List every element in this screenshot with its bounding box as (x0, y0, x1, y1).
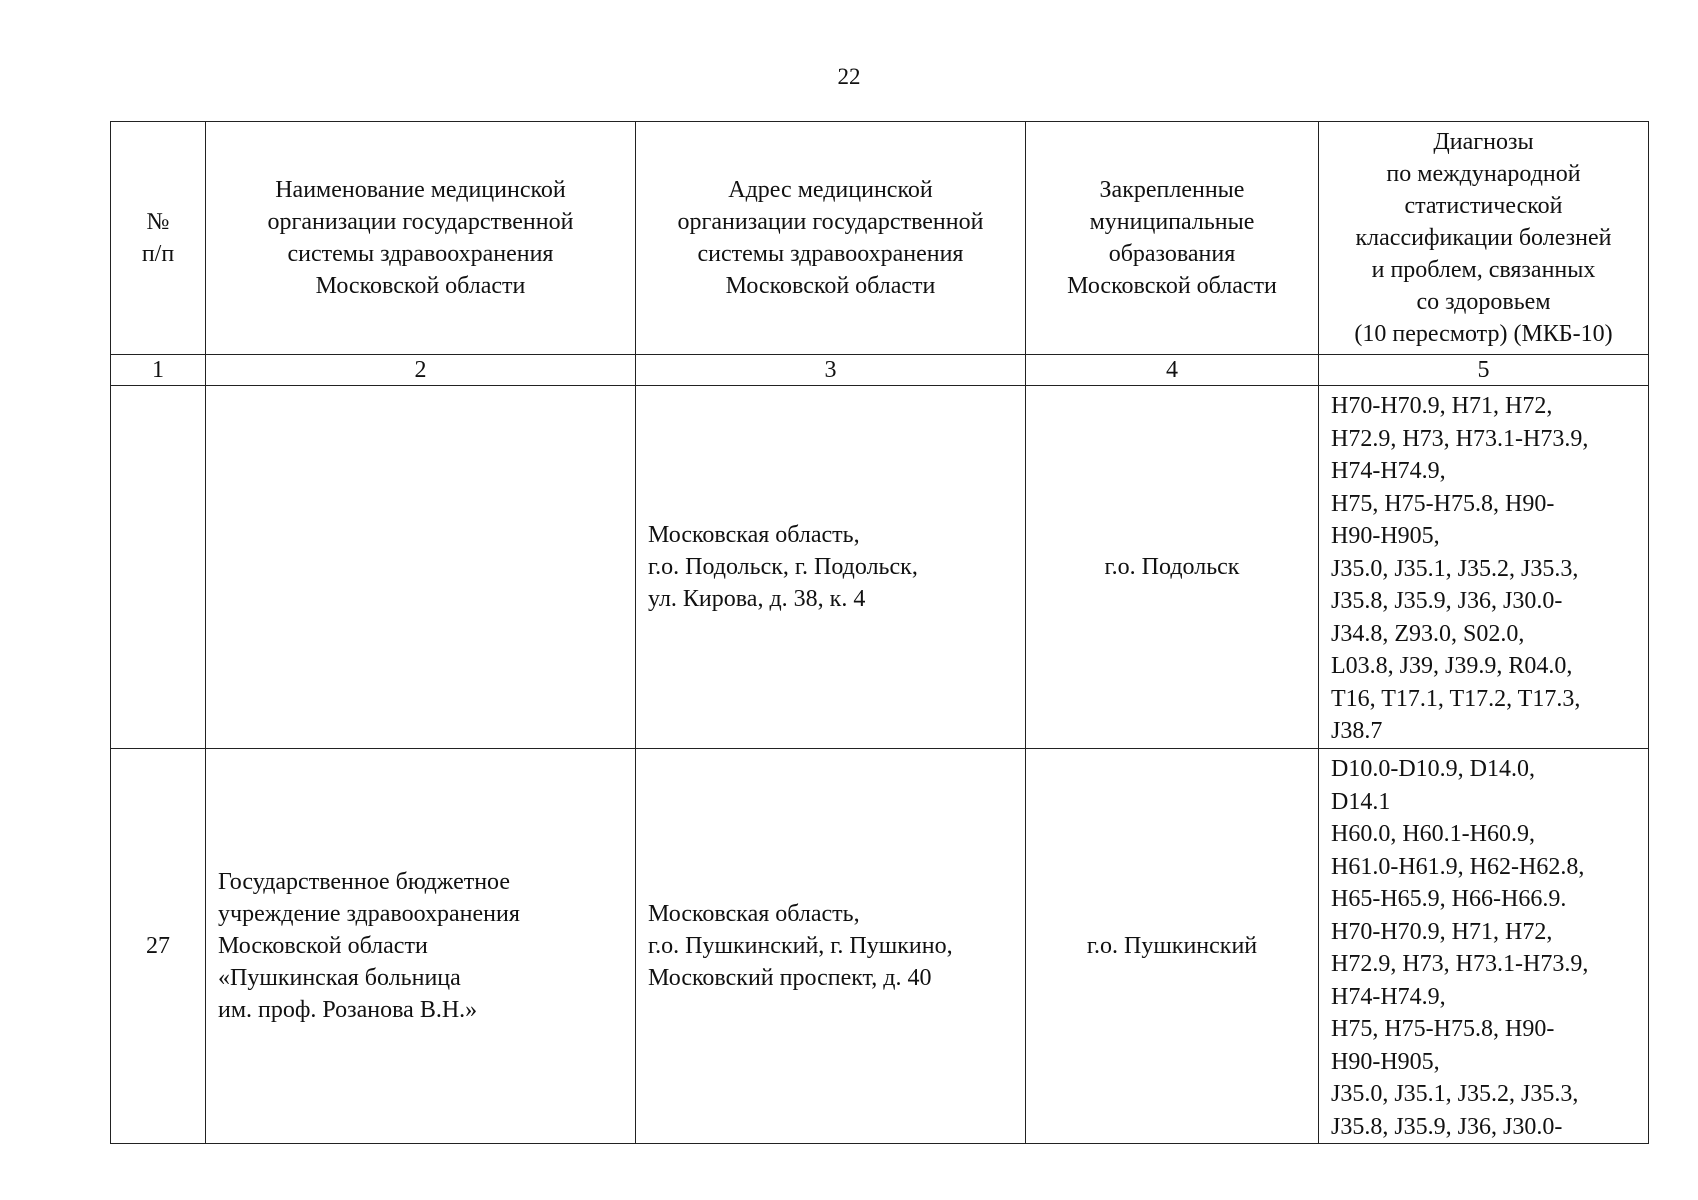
organization-address (636, 386, 1026, 749)
header-number-text: № п/п (141, 209, 175, 267)
header-organization-text: Наименование медицинской организации государственной системы здравоохранения Московской области (267, 177, 574, 299)
header-cell-number (111, 122, 206, 355)
diagnoses (1319, 749, 1649, 1144)
column-index-3: 3 (636, 355, 1026, 386)
table-row (111, 386, 1649, 749)
organization-address (636, 749, 1026, 1144)
column-index-2: 2 (206, 355, 636, 386)
row-number (111, 386, 206, 749)
organization-name-text: Государственное бюджетное учреждение здравоохранения Московской области «Пушкинская больница им. проф. Розанова В.Н.» (218, 869, 520, 1023)
row-number: 27 (111, 749, 206, 1144)
diagnoses (1319, 386, 1649, 749)
header-address-text: Адрес медицинской организации государственной системы здравоохранения Московской области (677, 177, 984, 299)
organization-address-text: Московская область, г.о. Подольск, г. Подольск, ул. Кирова, д. 38, к. 4 (648, 522, 918, 612)
column-index-row (111, 355, 1649, 386)
column-index-4: 4 (1026, 355, 1319, 386)
municipality: г.о. Подольск (1026, 386, 1319, 749)
header-cell-address (636, 122, 1026, 355)
header-diagnoses-text: Диагнозы по международной статистической классификации болезней и проблем, связанных со здоровьем (10 пересмотр) (МКБ-10) (1354, 129, 1613, 347)
facility-table (110, 121, 1649, 1144)
table-header-row (111, 122, 1649, 355)
organization-name (206, 749, 636, 1144)
header-municipality-text: Закрепленные муниципальные образования Московской области (1067, 177, 1277, 299)
header-cell-diagnoses (1319, 122, 1649, 355)
header-cell-organization (206, 122, 636, 355)
page-number: 22 (837, 64, 861, 89)
column-index-1: 1 (111, 355, 206, 386)
municipality: г.о. Пушкинский (1026, 749, 1319, 1144)
organization-address-text: Московская область, г.о. Пушкинский, г. Пушкино, Московский проспект, д. 40 (648, 901, 953, 991)
column-index-5: 5 (1319, 355, 1649, 386)
table-row (111, 749, 1649, 1144)
header-cell-municipality (1026, 122, 1319, 355)
diagnoses-text: H70-H70.9, H71, H72, H72.9, H73, H73.1-H73.9, H74-H74.9, H75, H75-H75.8, H90- H90-H905, J35.0, J35.1, J35.2, J35.3, J35.8, J35.9, J36, J30.0- J34.8, Z93.0, S02.0, L03.8, J39, J39.9, R04.0, T16, T17.1, T17.2, T17.3, J38.7 (1331, 393, 1589, 744)
diagnoses-text: D10.0-D10.9, D14.0, D14.1 H60.0, H60.1-H60.9, H61.0-H61.9, H62-H62.8, H65-H65.9, H66-H66.9. H70-H70.9, H71, H72, H72.9, H73, H73.1-H73.9, H74-H74.9, H75, H75-H75.8, H90- H90-H905, J35.0, J35.1, J35.2, J35.3, J35.8, J35.9, J36, J30.0- (1331, 756, 1589, 1140)
organization-name (206, 386, 636, 749)
